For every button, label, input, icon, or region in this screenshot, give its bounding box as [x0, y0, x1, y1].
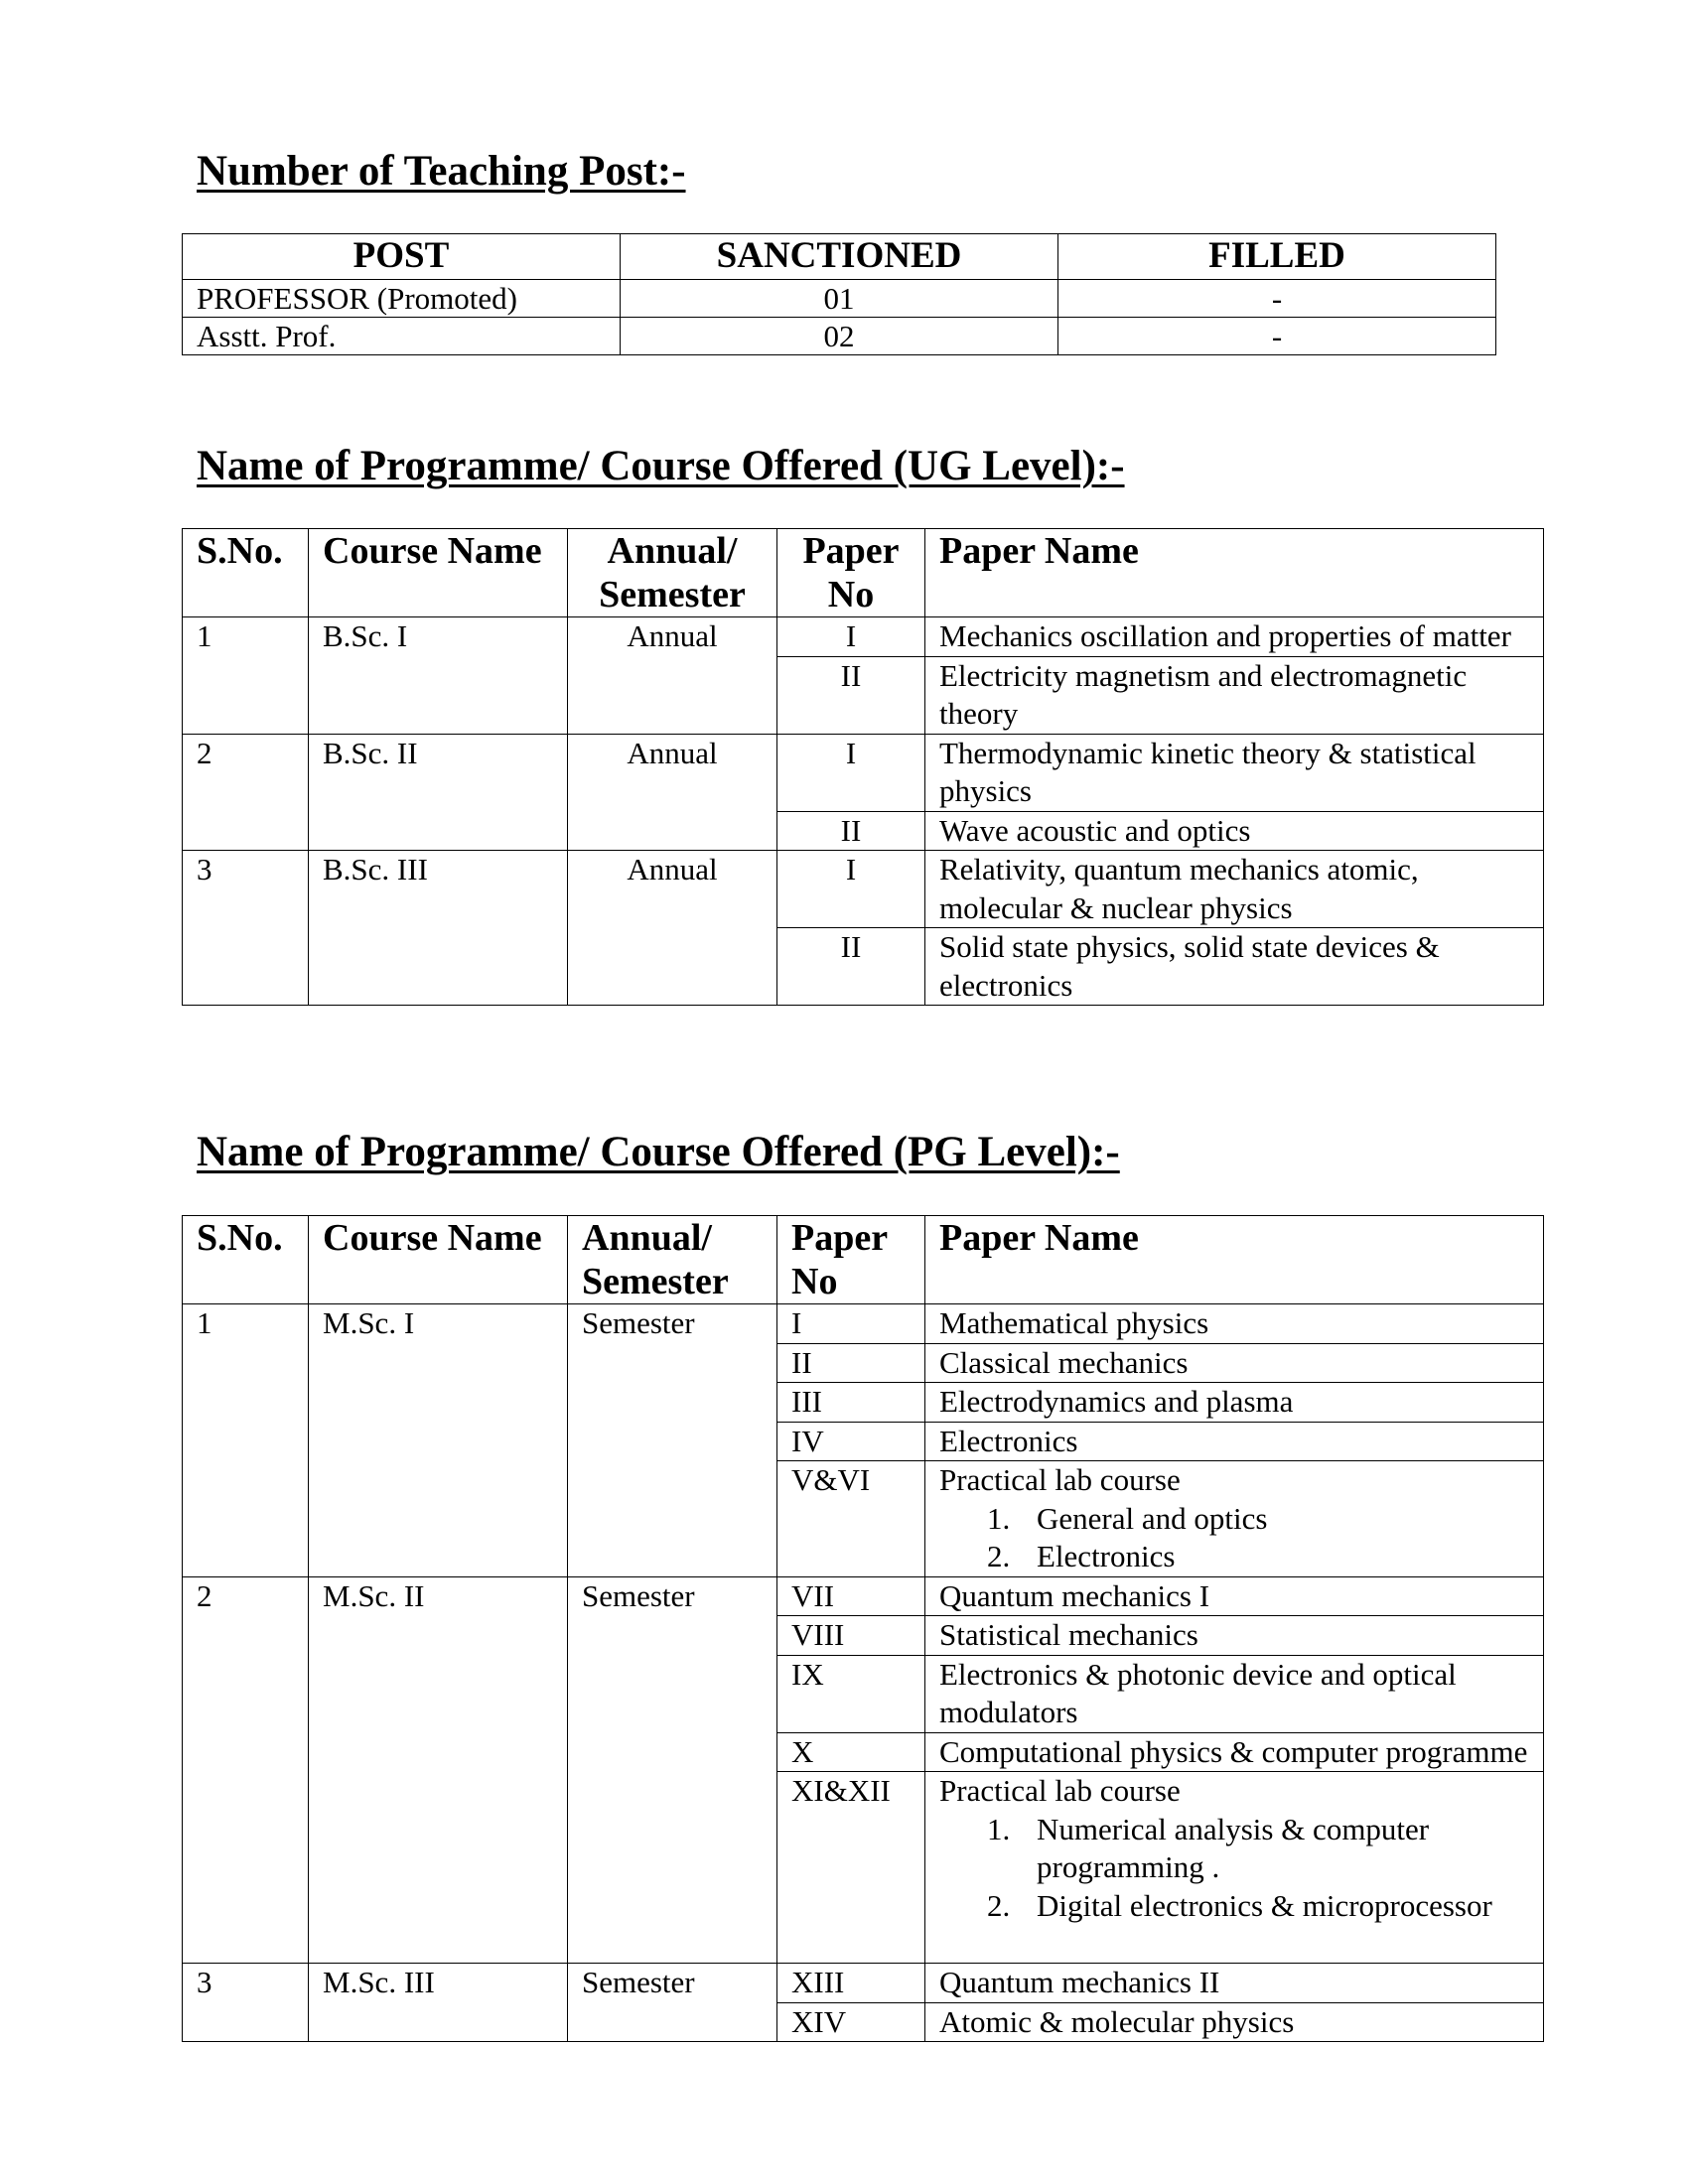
header-post: POST: [183, 234, 621, 280]
ug-heading: Name of Programme/ Course Offered (UG Level):-: [197, 443, 1125, 489]
paper-name-text: Practical lab course: [939, 1773, 1181, 1808]
mode-cell: Semester: [568, 1304, 777, 1577]
paper-no-cell: I: [777, 617, 925, 657]
mode-cell: Annual: [568, 851, 777, 1006]
list-item: 1. Numerical analysis & computer programming .: [987, 1811, 1430, 1884]
paper-no-cell: I: [777, 734, 925, 811]
filled-cell: -: [1058, 280, 1496, 318]
course-name-cell: B.Sc. III: [309, 851, 568, 1006]
paper-name-text: Practical lab course: [939, 1462, 1181, 1497]
paper-name-cell: Electronics & photonic device and optical modulators: [925, 1655, 1544, 1732]
mode-cell: Annual: [568, 617, 777, 735]
paper-no-cell: I: [777, 851, 925, 928]
list-item: 2. Electronics: [987, 1539, 1176, 1573]
practical-sub-list: [939, 1811, 1529, 1926]
course-name-cell: M.Sc. III: [309, 1964, 568, 2042]
table-header-row: [183, 1216, 1544, 1304]
paper-name-cell: Quantum mechanics II: [925, 1964, 1544, 2003]
pg-course-table: [182, 1215, 1544, 2042]
paper-name-cell: Electricity magnetism and electromagnetic theory: [925, 656, 1544, 734]
paper-name-cell: Atomic & molecular physics: [925, 2002, 1544, 2042]
table-header-row: [183, 529, 1544, 617]
header-sno: S.No.: [183, 529, 309, 617]
table-row: [183, 617, 1544, 657]
header-sanctioned: SANCTIONED: [621, 234, 1058, 280]
table-row: [183, 1576, 1544, 1616]
paper-name-cell: [925, 1772, 1544, 1964]
paper-no-cell: II: [777, 656, 925, 734]
header-paper-no: Paper No: [777, 529, 925, 617]
paper-no-cell: II: [777, 1343, 925, 1383]
sno-cell: 2: [183, 1576, 309, 1964]
header-annual-semester: Annual/ Semester: [568, 529, 777, 617]
paper-no-cell: III: [777, 1383, 925, 1423]
paper-no-cell: V&VI: [777, 1461, 925, 1577]
mode-cell: Annual: [568, 734, 777, 851]
paper-name-cell: Mechanics oscillation and properties of matter: [925, 617, 1544, 657]
course-name-cell: B.Sc. II: [309, 734, 568, 851]
ug-course-table: [182, 528, 1544, 1006]
paper-name-cell: Quantum mechanics I: [925, 1576, 1544, 1616]
practical-sub-list: [939, 1500, 1529, 1576]
table-header-row: [183, 234, 1496, 280]
header-paper-no: Paper No: [777, 1216, 925, 1304]
paper-no-cell: XIII: [777, 1964, 925, 2003]
sno-cell: 1: [183, 1304, 309, 1577]
header-sno: S.No.: [183, 1216, 309, 1304]
list-item: 1. General and optics: [987, 1500, 1268, 1536]
header-paper-name: Paper Name: [925, 1216, 1544, 1304]
paper-no-cell: X: [777, 1732, 925, 1772]
sno-cell: 3: [183, 1964, 309, 2042]
sno-cell: 3: [183, 851, 309, 1006]
header-paper-name: Paper Name: [925, 529, 1544, 617]
mode-cell: Semester: [568, 1964, 777, 2042]
header-course-name: Course Name: [309, 1216, 568, 1304]
paper-name-cell: Thermodynamic kinetic theory & statistical physics: [925, 734, 1544, 811]
table-row: [183, 318, 1496, 355]
table-row: [183, 1304, 1544, 1344]
paper-no-cell: II: [777, 928, 925, 1006]
sanctioned-cell: 02: [621, 318, 1058, 355]
table-row: [183, 1964, 1544, 2003]
teaching-post-table: [182, 233, 1496, 355]
paper-name-cell: Wave acoustic and optics: [925, 811, 1544, 851]
header-course-name: Course Name: [309, 529, 568, 617]
paper-no-cell: XIV: [777, 2002, 925, 2042]
post-cell: PROFESSOR (Promoted): [183, 280, 621, 318]
paper-name-cell: Statistical mechanics: [925, 1616, 1544, 1656]
course-name-cell: M.Sc. I: [309, 1304, 568, 1577]
mode-cell: Semester: [568, 1576, 777, 1964]
filled-cell: -: [1058, 318, 1496, 355]
paper-name-cell: Electrodynamics and plasma: [925, 1383, 1544, 1423]
paper-name-cell: Classical mechanics: [925, 1343, 1544, 1383]
sno-cell: 2: [183, 734, 309, 851]
list-item: 2. Digital electronics & microprocessor: [987, 1887, 1492, 1923]
paper-no-cell: I: [777, 1304, 925, 1344]
paper-name-cell: Solid state physics, solid state devices & electronics: [925, 928, 1544, 1006]
header-filled: FILLED: [1058, 234, 1496, 280]
course-name-cell: B.Sc. I: [309, 617, 568, 735]
paper-name-cell: Relativity, quantum mechanics atomic, molecular & nuclear physics: [925, 851, 1544, 928]
paper-no-cell: II: [777, 811, 925, 851]
table-row: [183, 734, 1544, 811]
paper-name-cell: Computational physics & computer programme: [925, 1732, 1544, 1772]
paper-no-cell: IV: [777, 1422, 925, 1461]
paper-name-cell: Mathematical physics: [925, 1304, 1544, 1344]
course-name-cell: M.Sc. II: [309, 1576, 568, 1964]
pg-heading: Name of Programme/ Course Offered (PG Level):-: [197, 1129, 1120, 1175]
paper-name-cell: Electronics: [925, 1422, 1544, 1461]
paper-no-cell: XI&XII: [777, 1772, 925, 1964]
paper-name-cell: [925, 1461, 1544, 1577]
sno-cell: 1: [183, 617, 309, 735]
table-row: [183, 280, 1496, 318]
post-cell: Asstt. Prof.: [183, 318, 621, 355]
paper-no-cell: VII: [777, 1576, 925, 1616]
sanctioned-cell: 01: [621, 280, 1058, 318]
teaching-post-heading: Number of Teaching Post:-: [197, 148, 686, 195]
paper-no-cell: IX: [777, 1655, 925, 1732]
table-row: [183, 851, 1544, 928]
header-annual-semester: Annual/ Semester: [568, 1216, 777, 1304]
paper-no-cell: VIII: [777, 1616, 925, 1656]
